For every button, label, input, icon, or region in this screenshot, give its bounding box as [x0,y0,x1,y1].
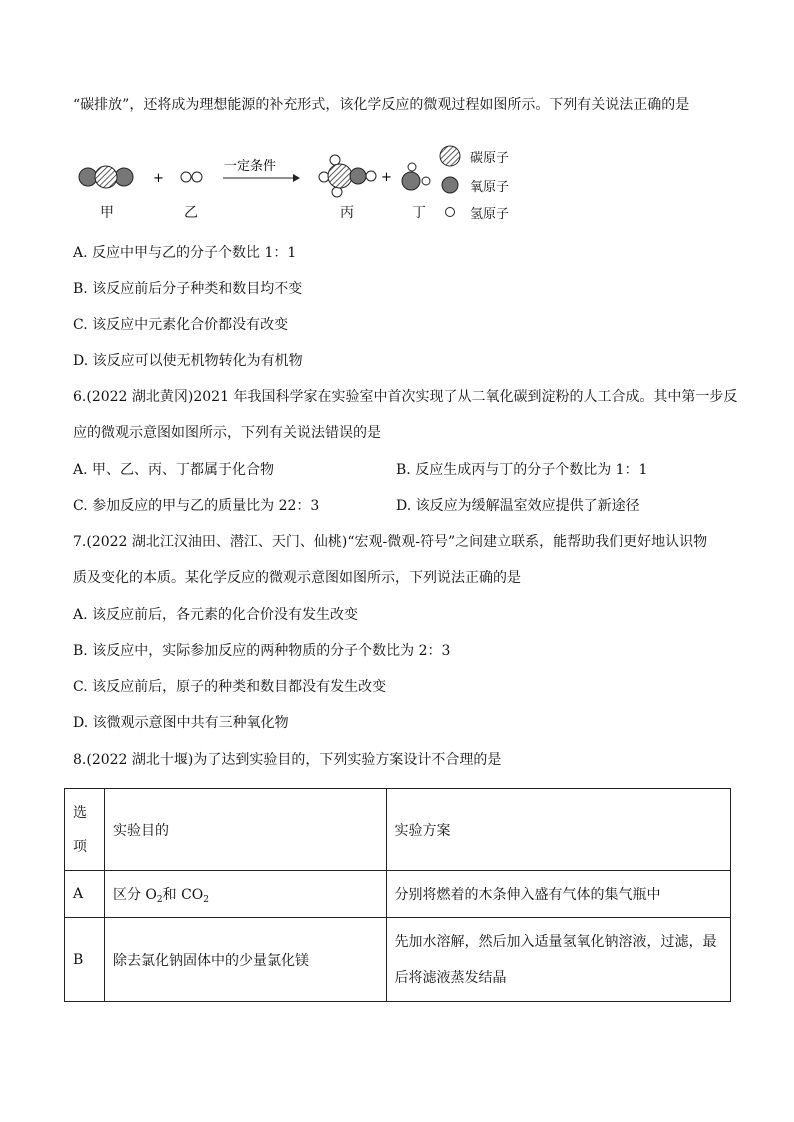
intro-text: “碳排放”，还将成为理想能源的补充形式，该化学反应的微观过程如图所示。下列有关说法正确的是 [73,97,690,113]
row-a-option: A [65,871,105,918]
reaction-diagram-svg [60,140,440,230]
header-goal-cell: 实验目的 [104,789,386,871]
q6-option-a: A. 甲、乙、丙、丁都属于化合物 [73,462,275,478]
hydrogen-atom-icon [438,200,462,224]
table-row-b [65,918,731,1002]
header-option-cell [65,789,105,871]
legend-carbon-label: 碳原子 [470,150,510,166]
molecule-bing [319,155,376,197]
oxygen-atom-icon [438,173,462,197]
plus-sign-2: + [381,170,392,185]
header-option-top: 选 [73,804,87,821]
row-a-goal-pre: 区分 O [112,886,157,903]
molecule-ding [402,163,430,190]
legend-hydrogen-label: 氢原子 [470,206,510,222]
label-yi: 乙 [184,205,198,221]
plus-sign-1: + [153,171,164,186]
molecule-jia [79,166,133,188]
row-a-sub2: 2 [203,894,210,905]
q7-stem-line1: 7.(2022 湖北江汉油田、潜江、天门、仙桃)“宏观-微观-符号”之间建立联系，能帮助我们更好地认识物 [73,534,708,550]
q7-option-c: C. 该反应前后，原子的种类和数目都没有发生改变 [73,679,387,695]
label-ding: 丁 [412,205,426,221]
header-option-bottom: 项 [73,838,87,855]
legend-carbon [438,144,509,168]
q6-stem-line2: 应的微观示意图如图所示，下列有关说法错误的是 [73,425,381,441]
q5-option-a: A. 反应中甲与乙的分子个数比 1：1 [73,245,297,261]
reaction-arrow [223,174,300,182]
legend-oxygen [438,173,509,197]
q5-option-b: B. 该反应前后分子种类和数目均不变 [73,281,303,297]
q8-options-table [64,788,731,1002]
row-a-goal [104,871,386,918]
q6-option-c: C. 参加反应的甲与乙的质量比为 22：3 [73,498,320,514]
table-row-a [65,871,731,918]
label-jia: 甲 [100,205,114,221]
q7-stem-line2: 质及变化的本质。某化学反应的微观示意图如图所示，下列说法正确的是 [73,570,521,586]
q6-option-b: B. 反应生成丙与丁的分子个数比为 1：1 [396,462,648,478]
q7-option-a: A. 该反应前后，各元素的化合价没有发生改变 [73,607,359,623]
legend-hydrogen [438,200,509,224]
label-bing: 丙 [340,205,354,221]
molecule-yi [181,172,202,182]
q8-stem: 8.(2022 湖北十堰)为了达到实验目的，下列实验方案设计不合理的是 [73,752,502,768]
q5-option-c: C. 该反应中元素化合价都没有改变 [73,317,289,333]
q6-option-d: D. 该反应为缓解温室效应提供了新途径 [396,498,640,514]
carbon-atom-icon [438,144,462,168]
row-b-goal: 除去氯化钠固体中的少量氯化镁 [104,918,386,1002]
reaction-condition: 一定条件 [224,159,277,174]
row-a-plan: 分别将燃着的木条伸入盛有气体的集气瓶中 [386,871,730,918]
legend-oxygen-label: 氧原子 [470,179,510,195]
q5-option-d: D. 该反应可以使无机物转化为有机物 [73,353,303,369]
q7-option-d: D. 该微观示意图中共有三种氧化物 [73,715,289,731]
atom-legend [438,142,558,228]
row-b-plan-line1: 先加水溶解，然后加入适量氢氧化钠溶液，过滤，最 [394,933,717,950]
row-b-plan-line2: 后将滤液蒸发结晶 [394,969,507,986]
q6-stem-line1: 6.(2022 湖北黄冈)2021 年我国科学家在实验室中首次实现了从二氧化碳到淀粉的人工合成。其中第一步反 [73,389,738,405]
row-a-goal-mid: 和 CO [162,886,204,903]
row-a-sub1: 2 [156,894,163,905]
q7-option-b: B. 该反应中，实际参加反应的两种物质的分子个数比为 2：3 [73,643,451,659]
row-b-plan [386,918,730,1002]
table-header-row [65,789,731,871]
row-b-option: B [65,918,105,1002]
header-plan-cell: 实验方案 [386,789,730,871]
